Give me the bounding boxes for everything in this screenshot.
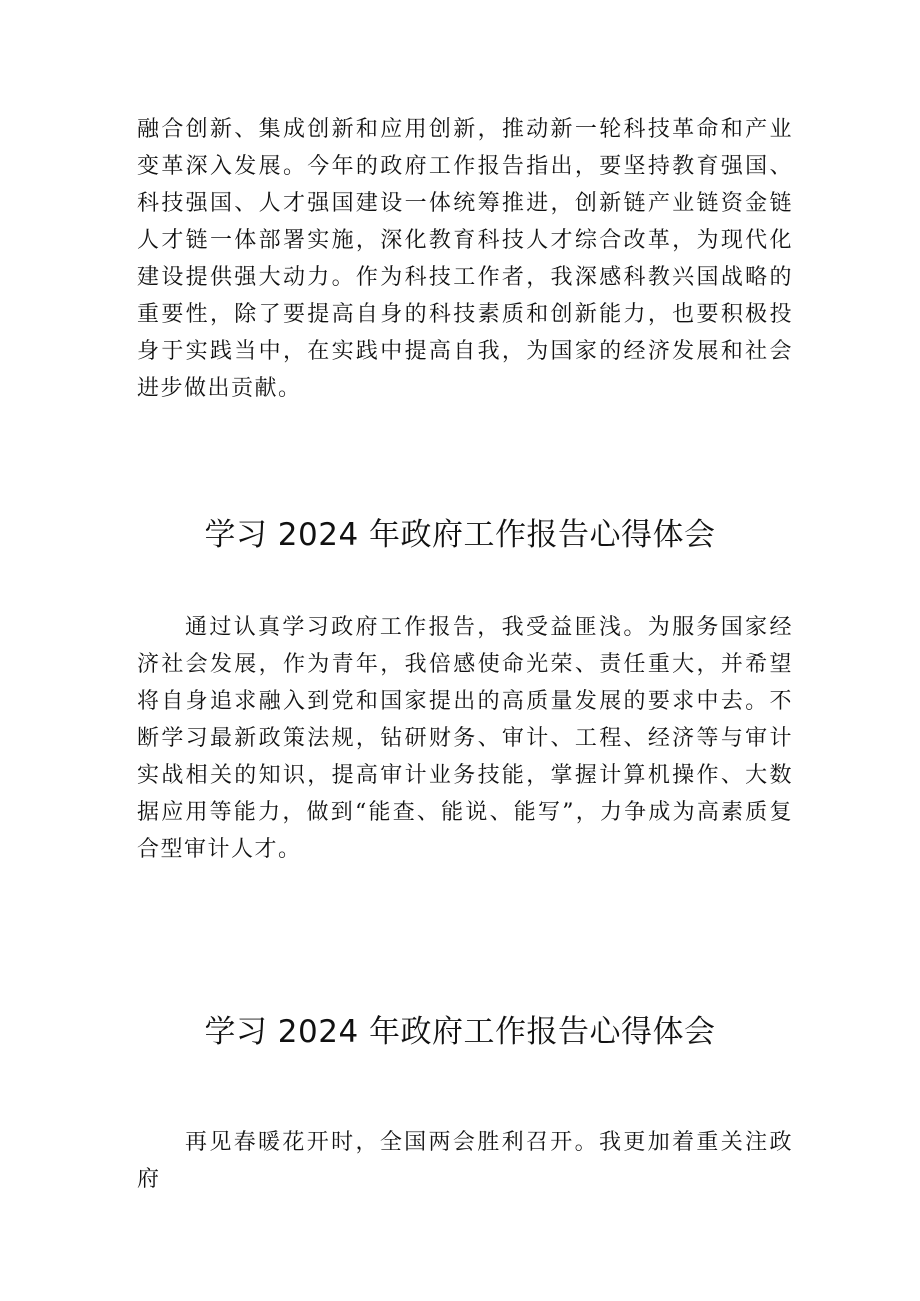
body-paragraph-3: 再见春暖花开时，全国两会胜利召开。我更加着重关注政府 — [137, 1130, 793, 1192]
body-paragraph-2: 通过认真学习政府工作报告，我受益匪浅。为服务国家经济社会发展，作为青年，我倍感使命光荣、责任重大，并希望将自身追求融入到党和国家提出的高质量发展的要求中去。不断学习最新政策法规，钻研财务、审计、工程、经济等与审计实战相关的知识，提高审计业务技能，掌握计算机操作、大数据应用等能力，做到“能查、能说、能写”，力争成为高素质复合型审计人才。 — [137, 615, 793, 862]
body-paragraph-1: 融合创新、集成创新和应用创新，推动新一轮科技革命和产业变革深入发展。今年的政府工作报告指出，要坚持教育强国、科技强国、人才强国建设一体统筹推进，创新链产业链资金链人才链一体部署实施，深化教育科技人才综合改革，为现代化建设提供强大动力。作为科技工作者，我深感科教兴国战略的重要性，除了要提高自身的科技素质和创新能力，也要积极投身于实践当中，在实践中提高自我，为国家的经济发展和社会进步做出贡献。 — [137, 117, 793, 401]
section-heading-2: 学习 2024 年政府工作报告心得体会 — [204, 1014, 716, 1050]
section-heading-1: 学习 2024 年政府工作报告心得体会 — [204, 517, 716, 553]
